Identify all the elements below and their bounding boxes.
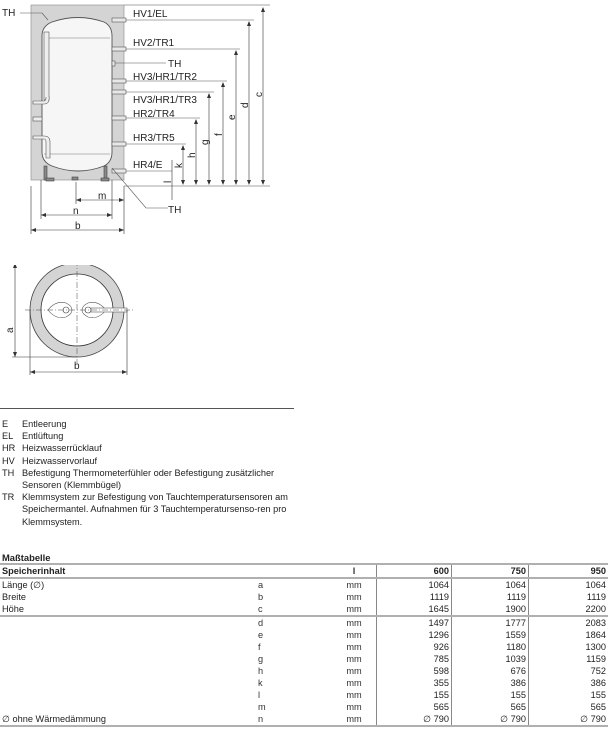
table-row bbox=[0, 701, 608, 713]
table-row bbox=[0, 689, 608, 701]
dim-c: c bbox=[254, 92, 265, 97]
row-unit: mm bbox=[346, 678, 362, 688]
legend-code: TR bbox=[2, 492, 15, 503]
row-value: 1159 bbox=[529, 653, 609, 665]
table-row bbox=[0, 591, 608, 603]
legend-text: Befestigung Thermometerfühler oder Befestigung zusätzlicher Sensoren (Klemmbügel) bbox=[22, 467, 275, 491]
legend-code: HR bbox=[2, 443, 16, 454]
row-sym: f bbox=[258, 642, 261, 652]
dim-l: l bbox=[163, 180, 174, 183]
row-value: 386 bbox=[529, 677, 609, 689]
legend-text: Klemmsystem zur Befestigung von Tauchtemperatursensoren am Speichermantel. Aufnahmen für 3 Tauchtemperatursenso-ren pro Klemmsystem. bbox=[22, 492, 288, 527]
row-unit: mm bbox=[346, 580, 362, 590]
row-value: ∅ 790 bbox=[452, 713, 529, 726]
row-unit: mm bbox=[346, 630, 362, 640]
row-value: 752 bbox=[529, 665, 609, 677]
row-value: 565 bbox=[529, 701, 609, 713]
row-value: ∅ 790 bbox=[377, 713, 452, 726]
label-th-mid: TH bbox=[168, 59, 182, 70]
legend-item bbox=[2, 455, 302, 467]
row-value: 155 bbox=[377, 689, 452, 701]
header-label: Speicherinhalt bbox=[0, 564, 224, 578]
row-value: 2200 bbox=[529, 603, 609, 616]
table-header-row bbox=[0, 564, 608, 578]
row-value: 1777 bbox=[452, 616, 529, 629]
row-unit: mm bbox=[346, 592, 362, 602]
dim-d: d bbox=[240, 102, 251, 108]
row-sym: b bbox=[258, 592, 264, 602]
label-hr3: HR3/TR5 bbox=[133, 133, 175, 144]
dim-h: h bbox=[187, 152, 198, 158]
dim-m: m bbox=[98, 191, 107, 202]
row-value: 1180 bbox=[452, 641, 529, 653]
row-sym: c bbox=[224, 603, 332, 616]
row-value: 598 bbox=[377, 665, 452, 677]
dimension-table bbox=[0, 563, 608, 727]
row-sym: h bbox=[258, 666, 264, 676]
row-sym: e bbox=[258, 630, 264, 640]
row-label: Höhe bbox=[0, 603, 224, 616]
legend-text: Heizwasservorlauf bbox=[22, 455, 98, 466]
row-label bbox=[0, 653, 224, 665]
legend-code: E bbox=[2, 419, 9, 429]
table-row bbox=[0, 653, 608, 665]
row-value: 1559 bbox=[452, 629, 529, 641]
row-sym: n bbox=[224, 713, 332, 726]
legend-item bbox=[2, 418, 302, 430]
row-value: 155 bbox=[529, 689, 609, 701]
row-value: 1064 bbox=[377, 578, 452, 591]
row-unit: mm bbox=[346, 702, 362, 712]
row-label: Länge (∅) bbox=[2, 580, 45, 590]
table-row bbox=[0, 578, 608, 591]
side-view-diagram bbox=[0, 0, 300, 240]
row-label bbox=[0, 677, 224, 689]
row-sym: g bbox=[258, 654, 264, 664]
dim-a: a bbox=[5, 327, 16, 333]
row-value: 1064 bbox=[529, 578, 609, 591]
header-sym bbox=[224, 564, 332, 578]
row-label bbox=[0, 689, 224, 701]
table-row bbox=[0, 713, 608, 726]
row-value: 1645 bbox=[377, 603, 452, 616]
row-unit: mm bbox=[332, 603, 377, 616]
row-unit: mm bbox=[346, 642, 362, 652]
row-label bbox=[0, 641, 224, 653]
row-label bbox=[0, 616, 224, 629]
row-value: ∅ 790 bbox=[529, 713, 609, 726]
label-th-bottom: TH bbox=[168, 205, 182, 216]
table-row bbox=[0, 603, 608, 616]
table-row bbox=[0, 665, 608, 677]
row-value: 565 bbox=[377, 701, 452, 713]
legend-item bbox=[2, 442, 302, 454]
row-label bbox=[0, 665, 224, 677]
row-label: Breite bbox=[2, 592, 27, 602]
dim-e: e bbox=[227, 114, 238, 120]
header-unit: l bbox=[332, 564, 377, 578]
dim-k: k bbox=[174, 163, 185, 168]
header-750: 750 bbox=[452, 564, 529, 578]
label-hv2: HV2/TR1 bbox=[133, 38, 175, 49]
dim-n: n bbox=[73, 206, 79, 217]
row-value: 2083 bbox=[529, 616, 609, 629]
row-label bbox=[0, 701, 224, 713]
row-unit: mm bbox=[332, 713, 377, 726]
dim-b-top: b bbox=[74, 361, 80, 372]
row-label bbox=[0, 629, 224, 641]
label-th-top: TH bbox=[2, 8, 16, 19]
legend-text: Heizwasserrücklauf bbox=[22, 443, 102, 454]
legend-item bbox=[2, 467, 302, 491]
legend-text: Entlüftung bbox=[22, 431, 64, 442]
row-value: 565 bbox=[452, 701, 529, 713]
dim-g: g bbox=[200, 139, 211, 145]
row-unit: mm bbox=[346, 618, 362, 628]
row-sym: l bbox=[258, 690, 261, 700]
legend-item bbox=[2, 491, 302, 528]
row-unit: mm bbox=[346, 666, 362, 676]
row-sym: k bbox=[258, 678, 263, 688]
row-sym: m bbox=[258, 702, 266, 712]
row-value: 1900 bbox=[452, 603, 529, 616]
label-hr4: HR4/E bbox=[133, 160, 163, 171]
row-value: 1119 bbox=[452, 591, 529, 603]
row-value: 1497 bbox=[377, 616, 452, 629]
row-value: 1119 bbox=[529, 591, 609, 603]
row-value: 155 bbox=[452, 689, 529, 701]
row-value: 1039 bbox=[452, 653, 529, 665]
legend-code: TH bbox=[2, 467, 15, 478]
header-600: 600 bbox=[377, 564, 452, 578]
header-950: 950 bbox=[529, 564, 609, 578]
row-value: 386 bbox=[452, 677, 529, 689]
legend bbox=[2, 418, 302, 528]
legend-code: EL bbox=[2, 431, 14, 442]
table-title: Maßtabelle bbox=[2, 552, 51, 563]
legend-code: HV bbox=[2, 455, 15, 466]
row-value: 355 bbox=[377, 677, 452, 689]
top-view-diagram bbox=[0, 265, 140, 395]
table-row bbox=[0, 629, 608, 641]
dim-b-side: b bbox=[75, 221, 81, 232]
divider bbox=[0, 408, 294, 409]
row-value: 1300 bbox=[529, 641, 609, 653]
row-sym: d bbox=[258, 618, 264, 628]
dim-f: f bbox=[214, 133, 225, 136]
table-row bbox=[0, 641, 608, 653]
row-value: 926 bbox=[377, 641, 452, 653]
table-row bbox=[0, 677, 608, 689]
label-hr2: HR2/TR4 bbox=[133, 109, 175, 120]
label-hv1: HV1/EL bbox=[133, 9, 168, 20]
row-unit: mm bbox=[346, 654, 362, 664]
label-hv3b: HV3/HR1/TR3 bbox=[133, 95, 197, 106]
row-unit: mm bbox=[346, 690, 362, 700]
table-row bbox=[0, 616, 608, 629]
row-label: ∅ ohne Wärmedämmung bbox=[0, 713, 224, 726]
legend-item bbox=[2, 430, 302, 442]
row-value: 676 bbox=[452, 665, 529, 677]
row-value: 1296 bbox=[377, 629, 452, 641]
row-value: 1119 bbox=[377, 591, 452, 603]
row-sym: a bbox=[258, 580, 264, 590]
row-value: 785 bbox=[377, 653, 452, 665]
legend-text: Entleerung bbox=[22, 419, 67, 429]
row-value: 1064 bbox=[452, 578, 529, 591]
row-value: 1864 bbox=[529, 629, 609, 641]
label-hv3a: HV3/HR1/TR2 bbox=[133, 72, 197, 83]
